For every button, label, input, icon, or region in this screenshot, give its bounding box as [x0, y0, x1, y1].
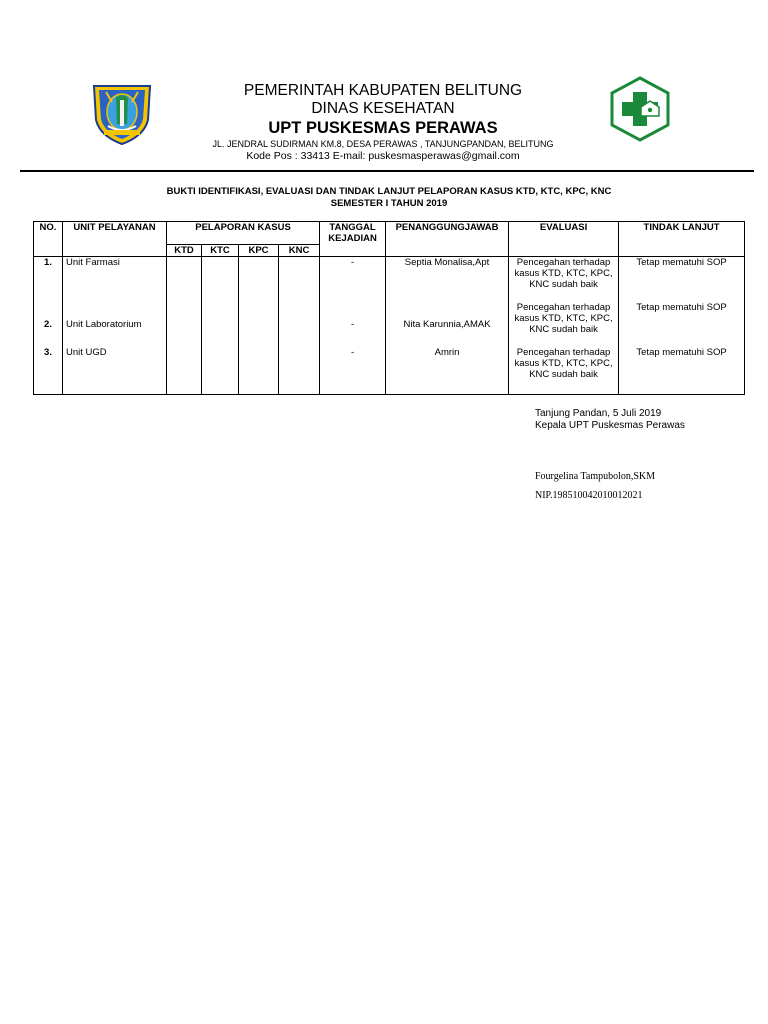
- header-evaluasi: EVALUASI: [509, 222, 619, 257]
- signature-nip: NIP.198510042010012021: [535, 490, 643, 501]
- row-knc: [279, 302, 320, 347]
- row-tanggal: -: [320, 257, 386, 302]
- row-penanggungjawab: Nita Karunnia,AMAK: [386, 302, 509, 347]
- row-ktc: [202, 302, 239, 347]
- row-unit: Unit UGD: [63, 347, 167, 395]
- header-department-line: DINAS KESEHATAN: [311, 100, 455, 117]
- puskesmas-logo-icon: [608, 76, 672, 142]
- row-ktd: [167, 302, 202, 347]
- belitung-regency-emblem-icon: [90, 80, 154, 146]
- table-row: [34, 257, 745, 302]
- header-institution-line: UPT PUSKESMAS PERAWAS: [268, 119, 498, 137]
- header-ktd: KTD: [167, 245, 202, 257]
- row-unit: Unit Farmasi: [63, 257, 167, 302]
- row-ktd: [167, 257, 202, 302]
- header-tindak-lanjut: TINDAK LANJUT: [619, 222, 745, 257]
- row-penanggungjawab: Amrin: [386, 347, 509, 395]
- document-title: BUKTI IDENTIFIKASI, EVALUASI DAN TINDAK LANJUT PELAPORAN KASUS KTD, KTC, KPC, KNC: [166, 186, 612, 197]
- header-no: NO.: [34, 222, 63, 257]
- row-tanggal: -: [320, 347, 386, 395]
- header-kpc: KPC: [239, 245, 279, 257]
- header-ktc: KTC: [202, 245, 239, 257]
- row-no: 1.: [34, 257, 63, 302]
- header-divider: [20, 170, 754, 172]
- header-knc: KNC: [279, 245, 320, 257]
- signature-name: Fourgelina Tampubolon,SKM: [535, 471, 656, 482]
- row-tindak-lanjut: Tetap mematuhi SOP: [619, 302, 745, 347]
- row-knc: [279, 257, 320, 302]
- header-contact: Kode Pos : 33413 E-mail: puskesmasperawas@gmail.com: [246, 150, 520, 162]
- header-tanggal: TANGGAL KEJADIAN: [320, 222, 386, 257]
- header-pelaporan: PELAPORAN KASUS: [167, 222, 320, 245]
- table-row: [34, 302, 745, 347]
- header-government-line: PEMERINTAH KABUPATEN BELITUNG: [243, 82, 523, 99]
- document-subtitle: SEMESTER I TAHUN 2019: [330, 198, 448, 209]
- row-unit: Unit Laboratorium: [63, 302, 167, 347]
- header-address: JL. JENDRAL SUDIRMAN KM.8, DESA PERAWAS , TANJUNGPANDAN, BELITUNG: [212, 139, 554, 149]
- row-no: 3.: [34, 347, 63, 395]
- row-kpc: [239, 302, 279, 347]
- row-ktc: [202, 347, 239, 395]
- row-evaluasi: Pencegahan terhadap kasus KTD, KTC, KPC, KNC sudah baik: [509, 257, 619, 302]
- row-ktd: [167, 347, 202, 395]
- row-evaluasi: Pencegahan terhadap kasus KTD, KTC, KPC, KNC sudah baik: [509, 302, 619, 347]
- header-penanggungjawab: PENANGGUNGJAWAB: [386, 222, 509, 257]
- case-report-table: [33, 221, 745, 395]
- row-evaluasi: Pencegahan terhadap kasus KTD, KTC, KPC, KNC sudah baik: [509, 347, 619, 395]
- row-tanggal: -: [320, 302, 386, 347]
- signature-position: Kepala UPT Puskesmas Perawas: [535, 420, 685, 431]
- row-tindak-lanjut: Tetap mematuhi SOP: [619, 257, 745, 302]
- row-kpc: [239, 347, 279, 395]
- table-row: [34, 347, 745, 395]
- signature-place-date: Tanjung Pandan, 5 Juli 2019: [535, 408, 662, 419]
- header-unit: UNIT PELAYANAN: [63, 222, 167, 257]
- row-ktc: [202, 257, 239, 302]
- row-tindak-lanjut: Tetap mematuhi SOP: [619, 347, 745, 395]
- row-kpc: [239, 257, 279, 302]
- row-knc: [279, 347, 320, 395]
- row-penanggungjawab: Septia Monalisa,Apt: [386, 257, 509, 302]
- row-no: 2.: [34, 302, 63, 347]
